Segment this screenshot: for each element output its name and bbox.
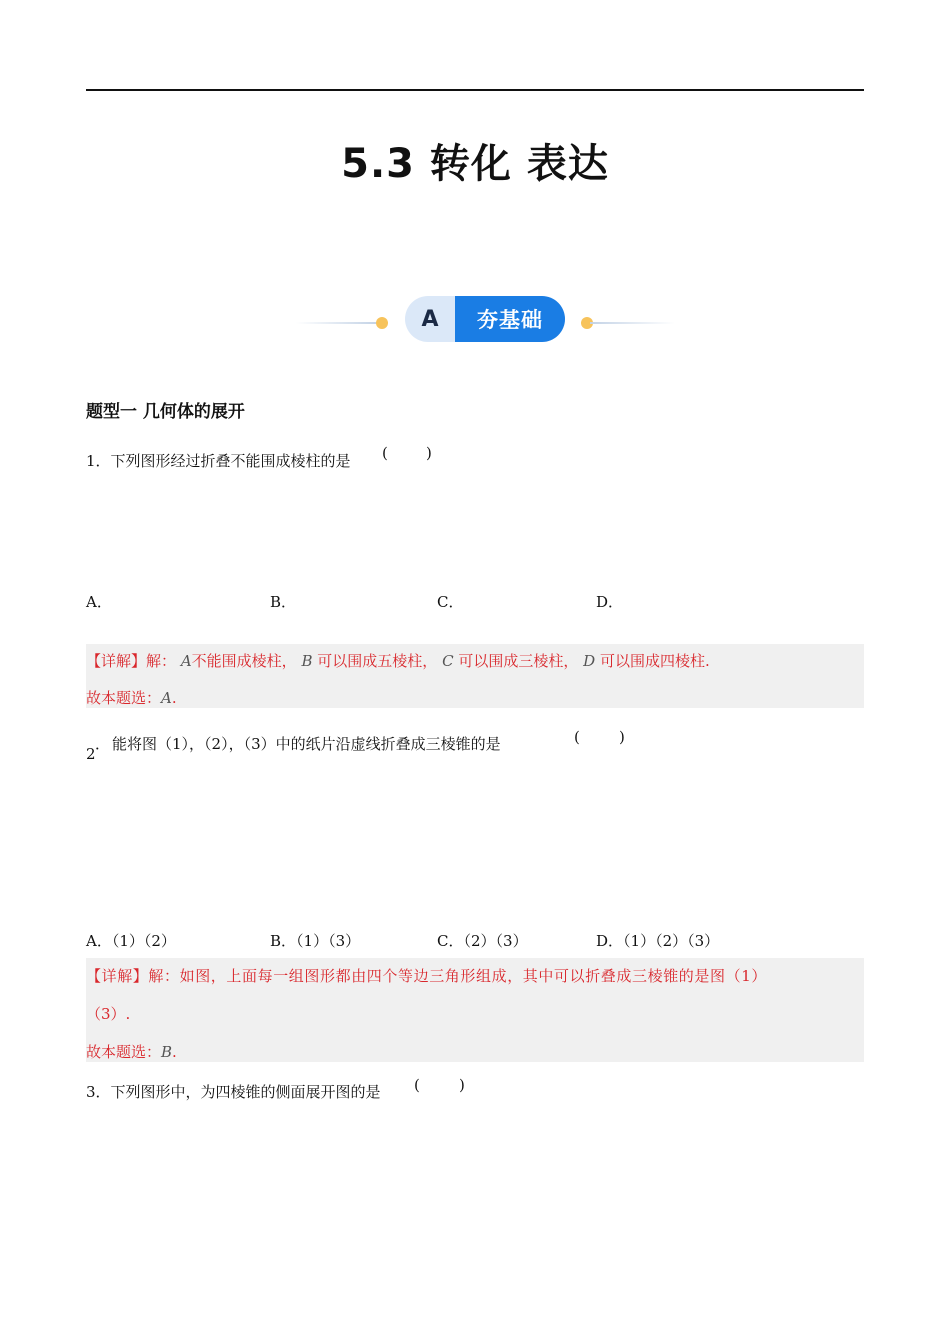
answer-box-1	[86, 644, 864, 708]
option-c: C．（2）（3）	[437, 932, 528, 950]
question-1	[86, 451, 351, 471]
banner-pill	[405, 296, 565, 342]
option-c: C．	[437, 593, 464, 611]
banner-line-left	[296, 322, 376, 324]
answer-conclusion	[86, 688, 177, 708]
answer-paren-open: (	[574, 728, 580, 746]
answer-box-2	[86, 958, 864, 1062]
option-a: A．	[86, 593, 112, 611]
answer-text: 解：如图，上面每一组图形都由四个等边三角形组成，其中可以折叠成三棱锥的是图（1）	[148, 967, 767, 985]
option-b: B．（1）（3）	[270, 932, 361, 950]
var-a: A	[180, 652, 192, 670]
question-text: 下列图形中，为四棱锥的侧面展开图的是	[110, 1083, 381, 1101]
var-c: C	[442, 652, 454, 670]
answer-explanation	[86, 651, 710, 671]
banner-label: 夯基础	[455, 296, 565, 342]
var-d: D	[583, 652, 596, 670]
answer-paren-open: (	[382, 444, 388, 462]
banner-dot-left	[376, 317, 388, 329]
conclusion-end: .	[171, 689, 177, 707]
option-d: D．	[596, 593, 624, 611]
answer-text: 不能围成棱柱，	[191, 652, 297, 670]
question-number: 3．	[86, 1083, 111, 1101]
answer-text: 可以围成五棱柱，	[317, 652, 438, 670]
answer-text: 可以围成四棱柱.	[599, 652, 710, 670]
banner-line-right	[590, 322, 675, 324]
conclusion-label: 故本题选：	[86, 689, 162, 707]
conclusion-end: .	[172, 1043, 177, 1061]
option-b: B．	[270, 593, 297, 611]
answer-tag: 【详解】	[86, 652, 147, 670]
answer-text-line2: （3）.	[86, 1005, 131, 1023]
question-number: 1．	[86, 452, 111, 470]
question-number-dot: ．	[95, 735, 111, 753]
answer-text: 可以围成三棱柱，	[458, 652, 579, 670]
top-rule	[86, 89, 864, 91]
answer-choice: A	[161, 689, 172, 707]
answer-paren-open: (	[414, 1076, 420, 1094]
answer-choice: B	[161, 1043, 173, 1061]
option-d: D．（1）（2）（3）	[596, 932, 720, 950]
question-3	[86, 1082, 381, 1102]
question-text: 能将图（1），（2），（3）中的纸片沿虚线折叠成三棱锥的是	[112, 735, 501, 753]
answer-paren-close: )	[619, 728, 625, 746]
page-title: 5.3 转化 表达	[341, 141, 609, 187]
answer-paren-close: )	[459, 1076, 465, 1094]
question-text: 下列图形经过折叠不能围成棱柱的是	[110, 452, 351, 470]
section-heading: 题型一 几何体的展开	[86, 402, 245, 422]
answer-lead: 解：	[146, 652, 177, 670]
answer-explanation	[86, 966, 767, 986]
question-number: 2	[86, 745, 96, 763]
conclusion-label: 故本题选：	[86, 1043, 162, 1061]
var-b: B	[301, 652, 313, 670]
section-banner	[290, 296, 680, 342]
answer-conclusion	[86, 1042, 177, 1062]
banner-letter: A	[405, 296, 455, 342]
answer-tag: 【详解】	[86, 967, 149, 985]
answer-paren-close: )	[426, 444, 432, 462]
option-a: A．（1）（2）	[86, 932, 176, 950]
